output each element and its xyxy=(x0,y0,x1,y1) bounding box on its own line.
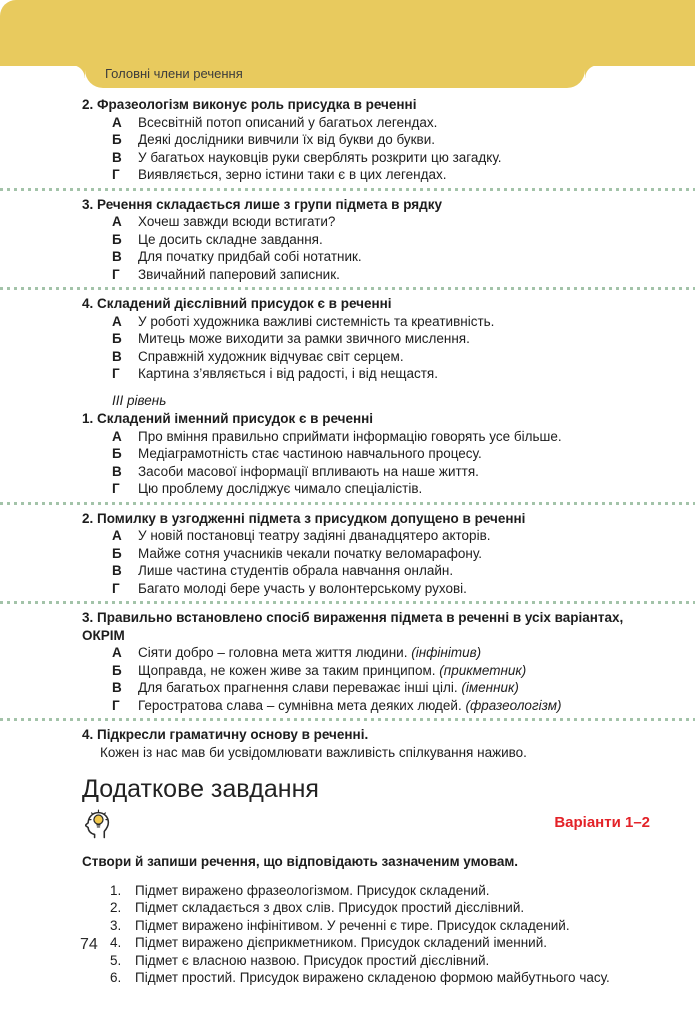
question-block xyxy=(82,295,650,383)
option-letter: А xyxy=(112,114,122,130)
question-title-text: Фразеологізм виконує роль присудка в реченні xyxy=(97,97,417,112)
list-item xyxy=(82,969,650,987)
option-text: Майже сотня учасників чекали початку веломарафону. xyxy=(138,545,482,561)
option-letter: Б xyxy=(112,231,122,247)
answer-option xyxy=(82,545,650,563)
question-title xyxy=(82,410,650,428)
option-text: Засоби масової інформації впливають на наше життя. xyxy=(138,463,479,479)
question-title xyxy=(82,96,650,114)
dotted-separator xyxy=(0,601,695,604)
option-letter: В xyxy=(112,563,122,578)
question-title xyxy=(82,726,650,744)
list-item xyxy=(82,934,650,952)
header-section-tab xyxy=(85,65,585,88)
additional-task-heading: Додаткове завдання xyxy=(82,775,319,803)
option-letter: А xyxy=(112,214,122,229)
option-letter: Г xyxy=(112,481,120,496)
option-text: Лише частина студентів обрала навчання онлайн. xyxy=(138,563,454,578)
question-title-text: Правильно встановлено спосіб вираження підмета в реченні в усіх варіантах, ОКРІМ xyxy=(82,610,624,643)
option-text: Щоправда, не кожен живе за таким принципом. (прикметник) xyxy=(138,662,527,678)
option-letter: А xyxy=(112,428,122,444)
list-item-number: 5. xyxy=(110,952,122,968)
list-item xyxy=(82,952,650,970)
answer-option xyxy=(82,348,650,366)
answer-option xyxy=(82,445,650,463)
option-letter: В xyxy=(112,348,122,364)
list-item-text: Підмет складається з двох слів. Присудок простий дієслівний. xyxy=(135,900,525,915)
list-item-number: 2. xyxy=(110,900,122,915)
option-letter: Б xyxy=(112,662,122,678)
option-text: Це досить складне завдання. xyxy=(138,231,323,247)
option-text: Виявляється, зерно істини таки є в цих легендах. xyxy=(138,167,447,182)
option-letter: В xyxy=(112,680,122,695)
option-letter: Б xyxy=(112,331,122,346)
option-text: У роботі художника важливі системність та креативність. xyxy=(138,313,495,329)
page-content xyxy=(0,89,695,987)
answer-option xyxy=(82,213,650,231)
question-block xyxy=(82,96,650,184)
answer-option xyxy=(82,662,650,680)
list-item-number: 4. xyxy=(110,935,122,950)
list-item xyxy=(82,917,650,935)
question-title-text: Підкресли граматичну основу в реченні. xyxy=(97,727,369,742)
answer-option xyxy=(82,330,650,348)
answer-option xyxy=(82,562,650,580)
option-letter: А xyxy=(112,528,122,543)
option-text: Всесвітній потоп описаний у багатьох легендах. xyxy=(138,114,438,130)
option-note: (фразеологізм) xyxy=(465,697,562,713)
option-letter: Б xyxy=(112,132,122,147)
dotted-separator xyxy=(0,502,695,505)
option-text: Справжній художник відчуває світ серцем. xyxy=(138,348,404,364)
option-text: У новій постановці театру задіяні дванадцятеро акторів. xyxy=(138,528,491,543)
option-text: Хочеш завжди всюди встигати? xyxy=(138,214,336,229)
list-item-text: Підмет виражено фразеологізмом. Присудок складений. xyxy=(135,882,490,898)
question-title xyxy=(82,295,650,313)
section-title: Головні члени речення xyxy=(105,66,243,81)
option-text: Для багатьох прагнення слави переважає інші цілі. (іменник) xyxy=(138,680,519,695)
question-block xyxy=(82,726,650,761)
option-text: У багатьох науковців руки сверблять розкрити цю загадку. xyxy=(138,149,502,165)
option-letter: Г xyxy=(112,266,120,282)
list-item-text: Підмет простий. Присудок виражено складеною формою майбутнього часу. xyxy=(135,970,610,985)
question-title xyxy=(82,609,650,644)
header-tab-fillet-left xyxy=(72,65,85,78)
answer-option xyxy=(82,313,650,331)
option-letter: Г xyxy=(112,366,120,381)
option-letter: Г xyxy=(112,167,120,182)
answer-option xyxy=(82,365,650,383)
answer-option xyxy=(82,149,650,167)
answer-option xyxy=(82,697,650,715)
option-text: Картина з’являється і від радості, і від нещастя. xyxy=(138,366,438,381)
option-text: Митець може виходити за рамки звичного мислення. xyxy=(138,331,470,346)
option-letter: Г xyxy=(112,697,120,713)
list-item-number: 6. xyxy=(110,970,122,985)
list-item-text: Підмет виражено інфінітивом. У реченні є тире. Присудок складений. xyxy=(135,917,570,933)
answer-option xyxy=(82,428,650,446)
additional-task-row xyxy=(82,807,650,839)
head-lightbulb-icon xyxy=(82,807,113,839)
header-yellow-band xyxy=(0,0,695,66)
answer-option xyxy=(82,463,650,481)
list-item xyxy=(82,899,650,917)
answer-option xyxy=(82,231,650,249)
question-title-text: Помилку в узгодженні підмета з присудком допущено в реченні xyxy=(97,510,526,526)
list-item-text: Підмет є власною назвою. Присудок простий дієслівний. xyxy=(135,952,490,968)
option-letter: Б xyxy=(112,545,122,561)
option-letter: А xyxy=(112,645,122,660)
dotted-separator xyxy=(0,188,695,191)
option-text: Деякі дослідники вивчили їх від букви до букви. xyxy=(138,132,436,147)
option-text: Звичайний паперовий записник. xyxy=(138,266,340,282)
answer-option xyxy=(82,114,650,132)
question-title-text: Речення складається лише з групи підмета в рядку xyxy=(97,196,442,212)
option-text: Багато молоді бере участь у волонтерському рухові. xyxy=(138,580,467,596)
question-block xyxy=(82,196,650,284)
option-note: (іменник) xyxy=(461,680,519,695)
option-letter: Г xyxy=(112,580,120,596)
page-header xyxy=(0,0,695,89)
question-title-text: Складений іменний присудок є в реченні xyxy=(97,411,374,426)
list-item-number: 1. xyxy=(110,882,122,898)
option-letter: А xyxy=(112,313,122,329)
question-number: 1. xyxy=(82,411,94,426)
option-letter: В xyxy=(112,249,122,264)
question-title xyxy=(82,510,650,528)
question-block xyxy=(82,609,650,714)
question-number: 4. xyxy=(82,296,94,311)
option-text: Для початку придбай собі нотатник. xyxy=(138,249,362,264)
option-text: Геростратова слава – сумнівна мета деяких людей. (фразеологізм) xyxy=(138,697,562,713)
question-number: 2. xyxy=(82,510,94,526)
option-note: (прикметник) xyxy=(439,662,527,678)
option-text: Про вміння правильно сприймати інформацію говорять усе більше. xyxy=(138,428,562,444)
question-sentence: Кожен із нас мав би усвідомлювати важливість спілкування наживо. xyxy=(100,744,527,760)
level-label: III рівень xyxy=(112,392,167,408)
question-title xyxy=(82,196,650,214)
answer-option xyxy=(82,248,650,266)
question-number: 4. xyxy=(82,727,94,742)
option-text: Цю проблему досліджує чимало спеціалістів. xyxy=(138,481,423,496)
conditions-list xyxy=(82,882,650,987)
option-letter: В xyxy=(112,463,122,479)
option-note: (інфінітив) xyxy=(411,645,482,660)
question-number: 3. xyxy=(82,610,94,625)
answer-option xyxy=(82,166,650,184)
page-number: 74 xyxy=(80,936,98,953)
question-block xyxy=(82,410,650,498)
task-instruction: Створи й запиши речення, що відповідають зазначеним умовам. xyxy=(82,854,519,869)
dotted-separator xyxy=(0,718,695,721)
answer-option xyxy=(82,480,650,498)
list-item-text: Підмет виражено дієприкметником. Присудок складений іменний. xyxy=(135,935,547,950)
header-tab-fillet-right xyxy=(585,65,598,78)
question-number: 2. xyxy=(82,97,94,112)
answer-option xyxy=(82,266,650,284)
question-block xyxy=(82,510,650,598)
option-text: Медіаграмотність стає частиною навчального процесу. xyxy=(138,446,482,461)
answer-option xyxy=(82,131,650,149)
option-letter: В xyxy=(112,149,122,165)
list-item xyxy=(82,882,650,900)
option-text: Сіяти добро – головна мета життя людини. (інфінітив) xyxy=(138,645,482,660)
answer-option xyxy=(82,644,650,662)
question-title-text: Складений дієслівний присудок є в реченні xyxy=(97,296,392,311)
option-letter: Б xyxy=(112,446,122,461)
question-number: 3. xyxy=(82,196,94,212)
answer-option xyxy=(82,679,650,697)
variants-label: Варіанти 1–2 xyxy=(554,814,650,832)
answer-option xyxy=(82,527,650,545)
list-item-number: 3. xyxy=(110,917,122,933)
dotted-separator xyxy=(0,287,695,290)
answer-option xyxy=(82,580,650,598)
